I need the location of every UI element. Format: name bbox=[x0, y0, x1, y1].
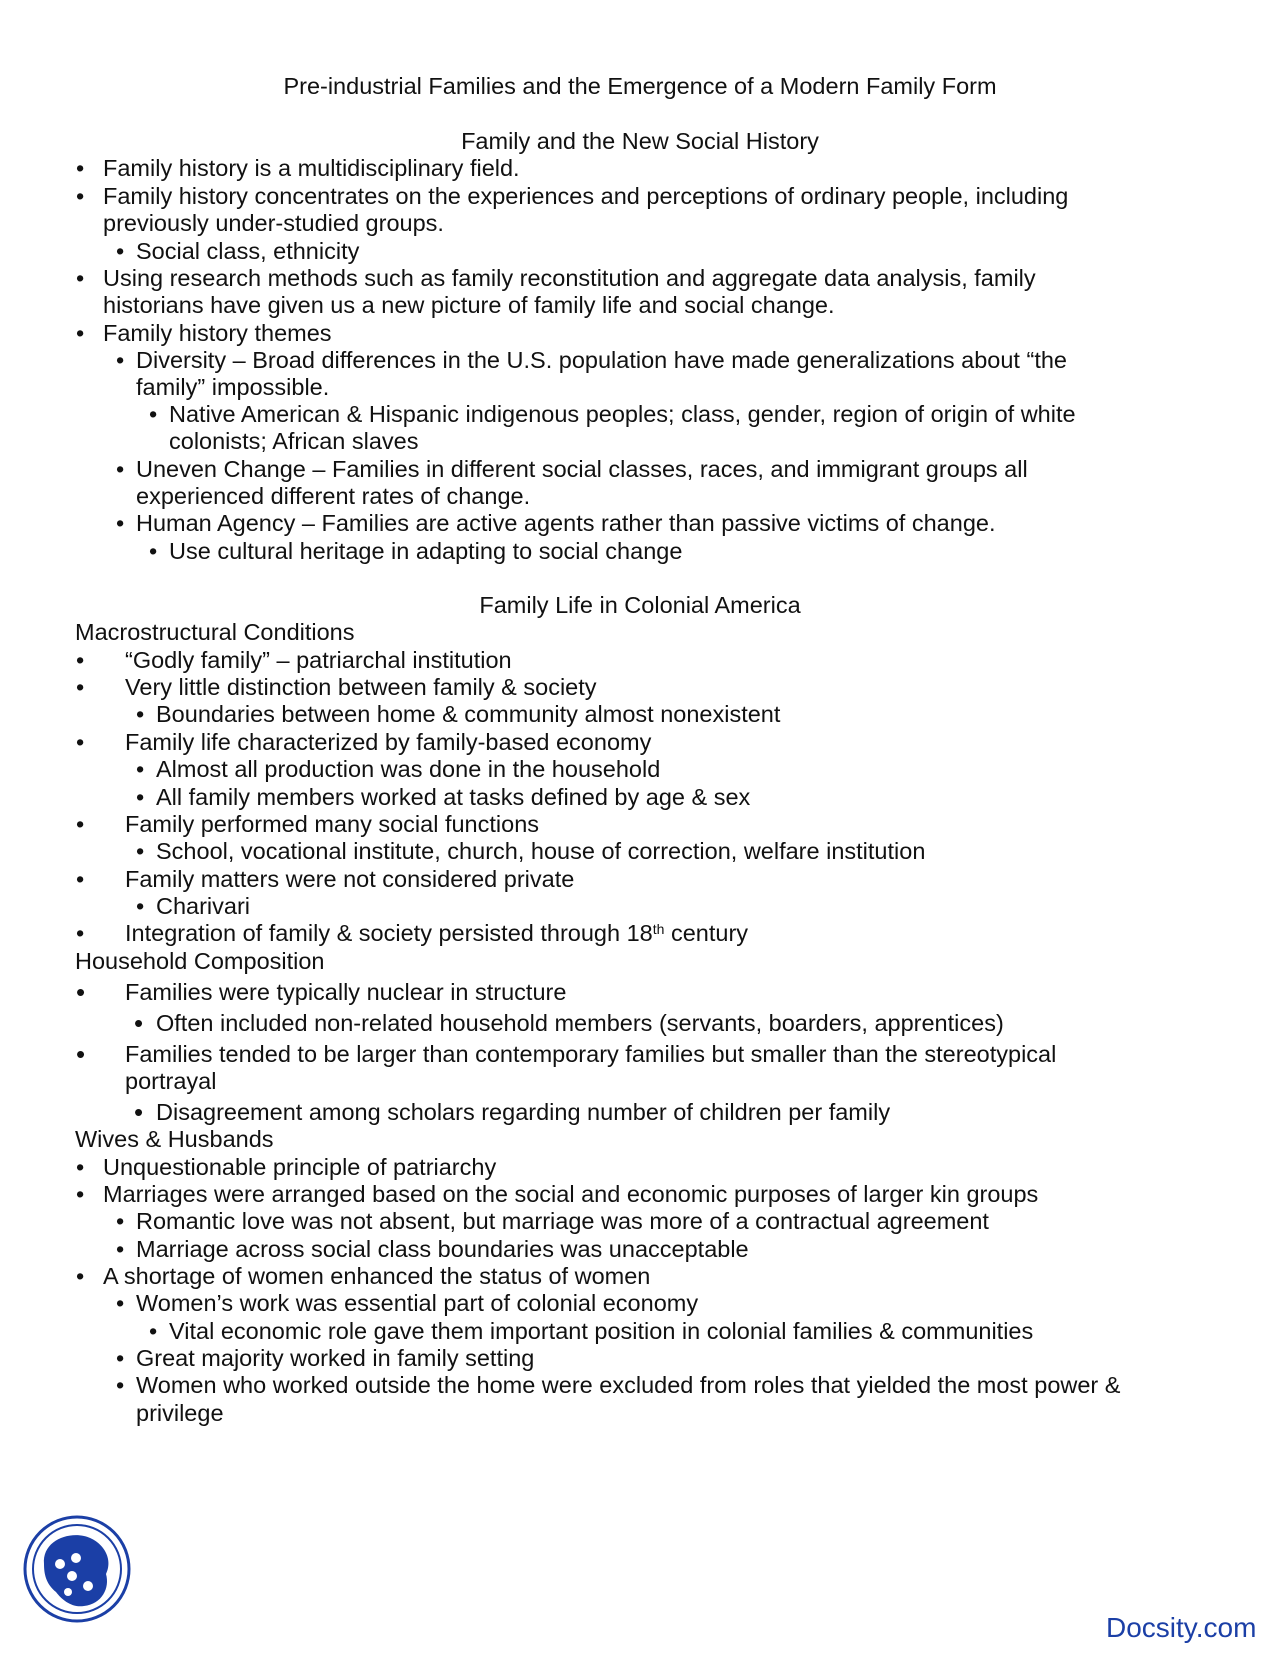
bullet: • bbox=[76, 866, 85, 892]
bullet: • bbox=[76, 265, 85, 291]
bullet: • bbox=[116, 238, 125, 264]
bullet: • bbox=[76, 1181, 85, 1207]
list-item: Very little distinction between family & society bbox=[125, 674, 597, 700]
list-item: Family life characterized by family-based economy bbox=[125, 729, 652, 755]
list-tertiary-item: Native American & Hispanic indigenous peoples; class, gender, region of origin of white bbox=[169, 401, 1076, 427]
list-subitem-continuation: family” impossible. bbox=[136, 374, 330, 400]
list-subitem: Often included non-related household members (servants, boarders, apprentices) bbox=[156, 1010, 1004, 1036]
list-subitem: Great majority worked in family setting bbox=[136, 1345, 535, 1371]
list-subitem: Uneven Change – Families in different social classes, races, and immigrant groups all bbox=[136, 456, 1028, 482]
list-tertiary-item: Use cultural heritage in adapting to social change bbox=[169, 538, 683, 564]
bullet: • bbox=[76, 1263, 85, 1289]
list-item: Family matters were not considered private bbox=[125, 866, 575, 892]
list-item: Family performed many social functions bbox=[125, 811, 540, 837]
list-subitem: Social class, ethnicity bbox=[136, 238, 360, 264]
bullet: • bbox=[116, 1345, 125, 1371]
bullet: • bbox=[76, 674, 85, 700]
list-item: A shortage of women enhanced the status of women bbox=[103, 1263, 651, 1289]
list-item bbox=[125, 919, 748, 947]
bullet: • bbox=[149, 538, 158, 564]
bullet: • bbox=[149, 401, 158, 427]
list-subitem-continuation: privilege bbox=[136, 1400, 224, 1426]
document-title: Pre-industrial Families and the Emergence of a Modern Family Form bbox=[283, 73, 997, 99]
docsity-brand-link[interactable]: Docsity.com bbox=[1106, 1612, 1257, 1643]
bullet: • bbox=[136, 838, 145, 864]
bullet: • bbox=[116, 347, 125, 373]
bullet: • bbox=[76, 320, 85, 346]
bullet: • bbox=[76, 729, 85, 755]
list-item-text: century bbox=[664, 920, 749, 946]
bullet: • bbox=[134, 1008, 144, 1038]
list-subitem: Marriage across social class boundaries was unacceptable bbox=[136, 1236, 749, 1262]
list-item-continuation: historians have given us a new picture of family life and social change. bbox=[103, 292, 835, 318]
list-subitem: Disagreement among scholars regarding number of children per family bbox=[156, 1099, 891, 1125]
bullet: • bbox=[76, 811, 85, 837]
subheading-macrostructural: Macrostructural Conditions bbox=[75, 619, 355, 645]
section-heading-colonial-america: Family Life in Colonial America bbox=[479, 592, 801, 618]
list-subitem: Boundaries between home & community almost nonexistent bbox=[156, 701, 781, 727]
bullet: • bbox=[116, 1290, 125, 1316]
list-subitem: Almost all production was done in the household bbox=[156, 756, 661, 782]
bullet: • bbox=[76, 647, 85, 673]
bullet: • bbox=[149, 1318, 158, 1344]
superscript: th bbox=[652, 921, 665, 937]
section-heading-new-social-history: Family and the New Social History bbox=[461, 128, 819, 154]
list-item-continuation: portrayal bbox=[125, 1068, 217, 1094]
bullet: • bbox=[76, 920, 85, 946]
bullet: • bbox=[136, 784, 145, 810]
docsity-logo-icon bbox=[22, 1514, 132, 1624]
bullet: • bbox=[136, 701, 145, 727]
list-subitem-continuation: experienced different rates of change. bbox=[136, 483, 531, 509]
list-subitem: Human Agency – Families are active agents rather than passive victims of change. bbox=[136, 510, 996, 536]
list-subitem: School, vocational institute, church, house of correction, welfare institution bbox=[156, 838, 926, 864]
list-subitem: Romantic love was not absent, but marriage was more of a contractual agreement bbox=[136, 1208, 989, 1234]
list-item: Families were typically nuclear in structure bbox=[125, 979, 567, 1005]
list-tertiary-item: Vital economic role gave them important position in colonial families & communities bbox=[169, 1318, 1034, 1344]
bullet: • bbox=[116, 510, 125, 536]
bullet: • bbox=[116, 1236, 125, 1262]
list-item: Marriages were arranged based on the social and economic purposes of larger kin groups bbox=[103, 1181, 1039, 1207]
list-item: Families tended to be larger than contemporary families but smaller than the stereotypical bbox=[125, 1041, 1057, 1067]
bullet: • bbox=[76, 183, 85, 209]
bullet: • bbox=[76, 1154, 85, 1180]
bullet: • bbox=[136, 756, 145, 782]
list-subitem: Diversity – Broad differences in the U.S. population have made generalizations about “the bbox=[136, 347, 1067, 373]
list-item: Using research methods such as family reconstitution and aggregate data analysis, family bbox=[103, 265, 1036, 291]
bullet: • bbox=[116, 1372, 125, 1398]
bullet: • bbox=[116, 456, 125, 482]
subheading-household: Household Composition bbox=[75, 948, 325, 974]
bullet: • bbox=[76, 977, 86, 1007]
bullet: • bbox=[76, 155, 85, 181]
bullet: • bbox=[116, 1208, 125, 1234]
list-item: “Godly family” – patriarchal institution bbox=[125, 647, 512, 673]
list-subitem: Charivari bbox=[156, 893, 251, 919]
list-item-continuation: previously under-studied groups. bbox=[103, 210, 444, 236]
list-item-text: Integration of family & society persisted through 18 bbox=[125, 920, 653, 946]
list-item: Family history is a multidisciplinary field. bbox=[103, 155, 520, 181]
list-tertiary-continuation: colonists; African slaves bbox=[169, 428, 419, 454]
list-subitem: Women’s work was essential part of colonial economy bbox=[136, 1290, 699, 1316]
bullet: • bbox=[136, 893, 145, 919]
bullet: • bbox=[134, 1097, 144, 1127]
subheading-wives-husbands: Wives & Husbands bbox=[75, 1126, 274, 1152]
list-item: Family history themes bbox=[103, 320, 332, 346]
list-subitem: Women who worked outside the home were excluded from roles that yielded the most power & bbox=[136, 1372, 1121, 1398]
list-subitem: All family members worked at tasks defined by age & sex bbox=[156, 784, 751, 810]
list-item: Unquestionable principle of patriarchy bbox=[103, 1154, 497, 1180]
bullet: • bbox=[76, 1039, 86, 1069]
list-item: Family history concentrates on the experiences and perceptions of ordinary people, including bbox=[103, 183, 1069, 209]
